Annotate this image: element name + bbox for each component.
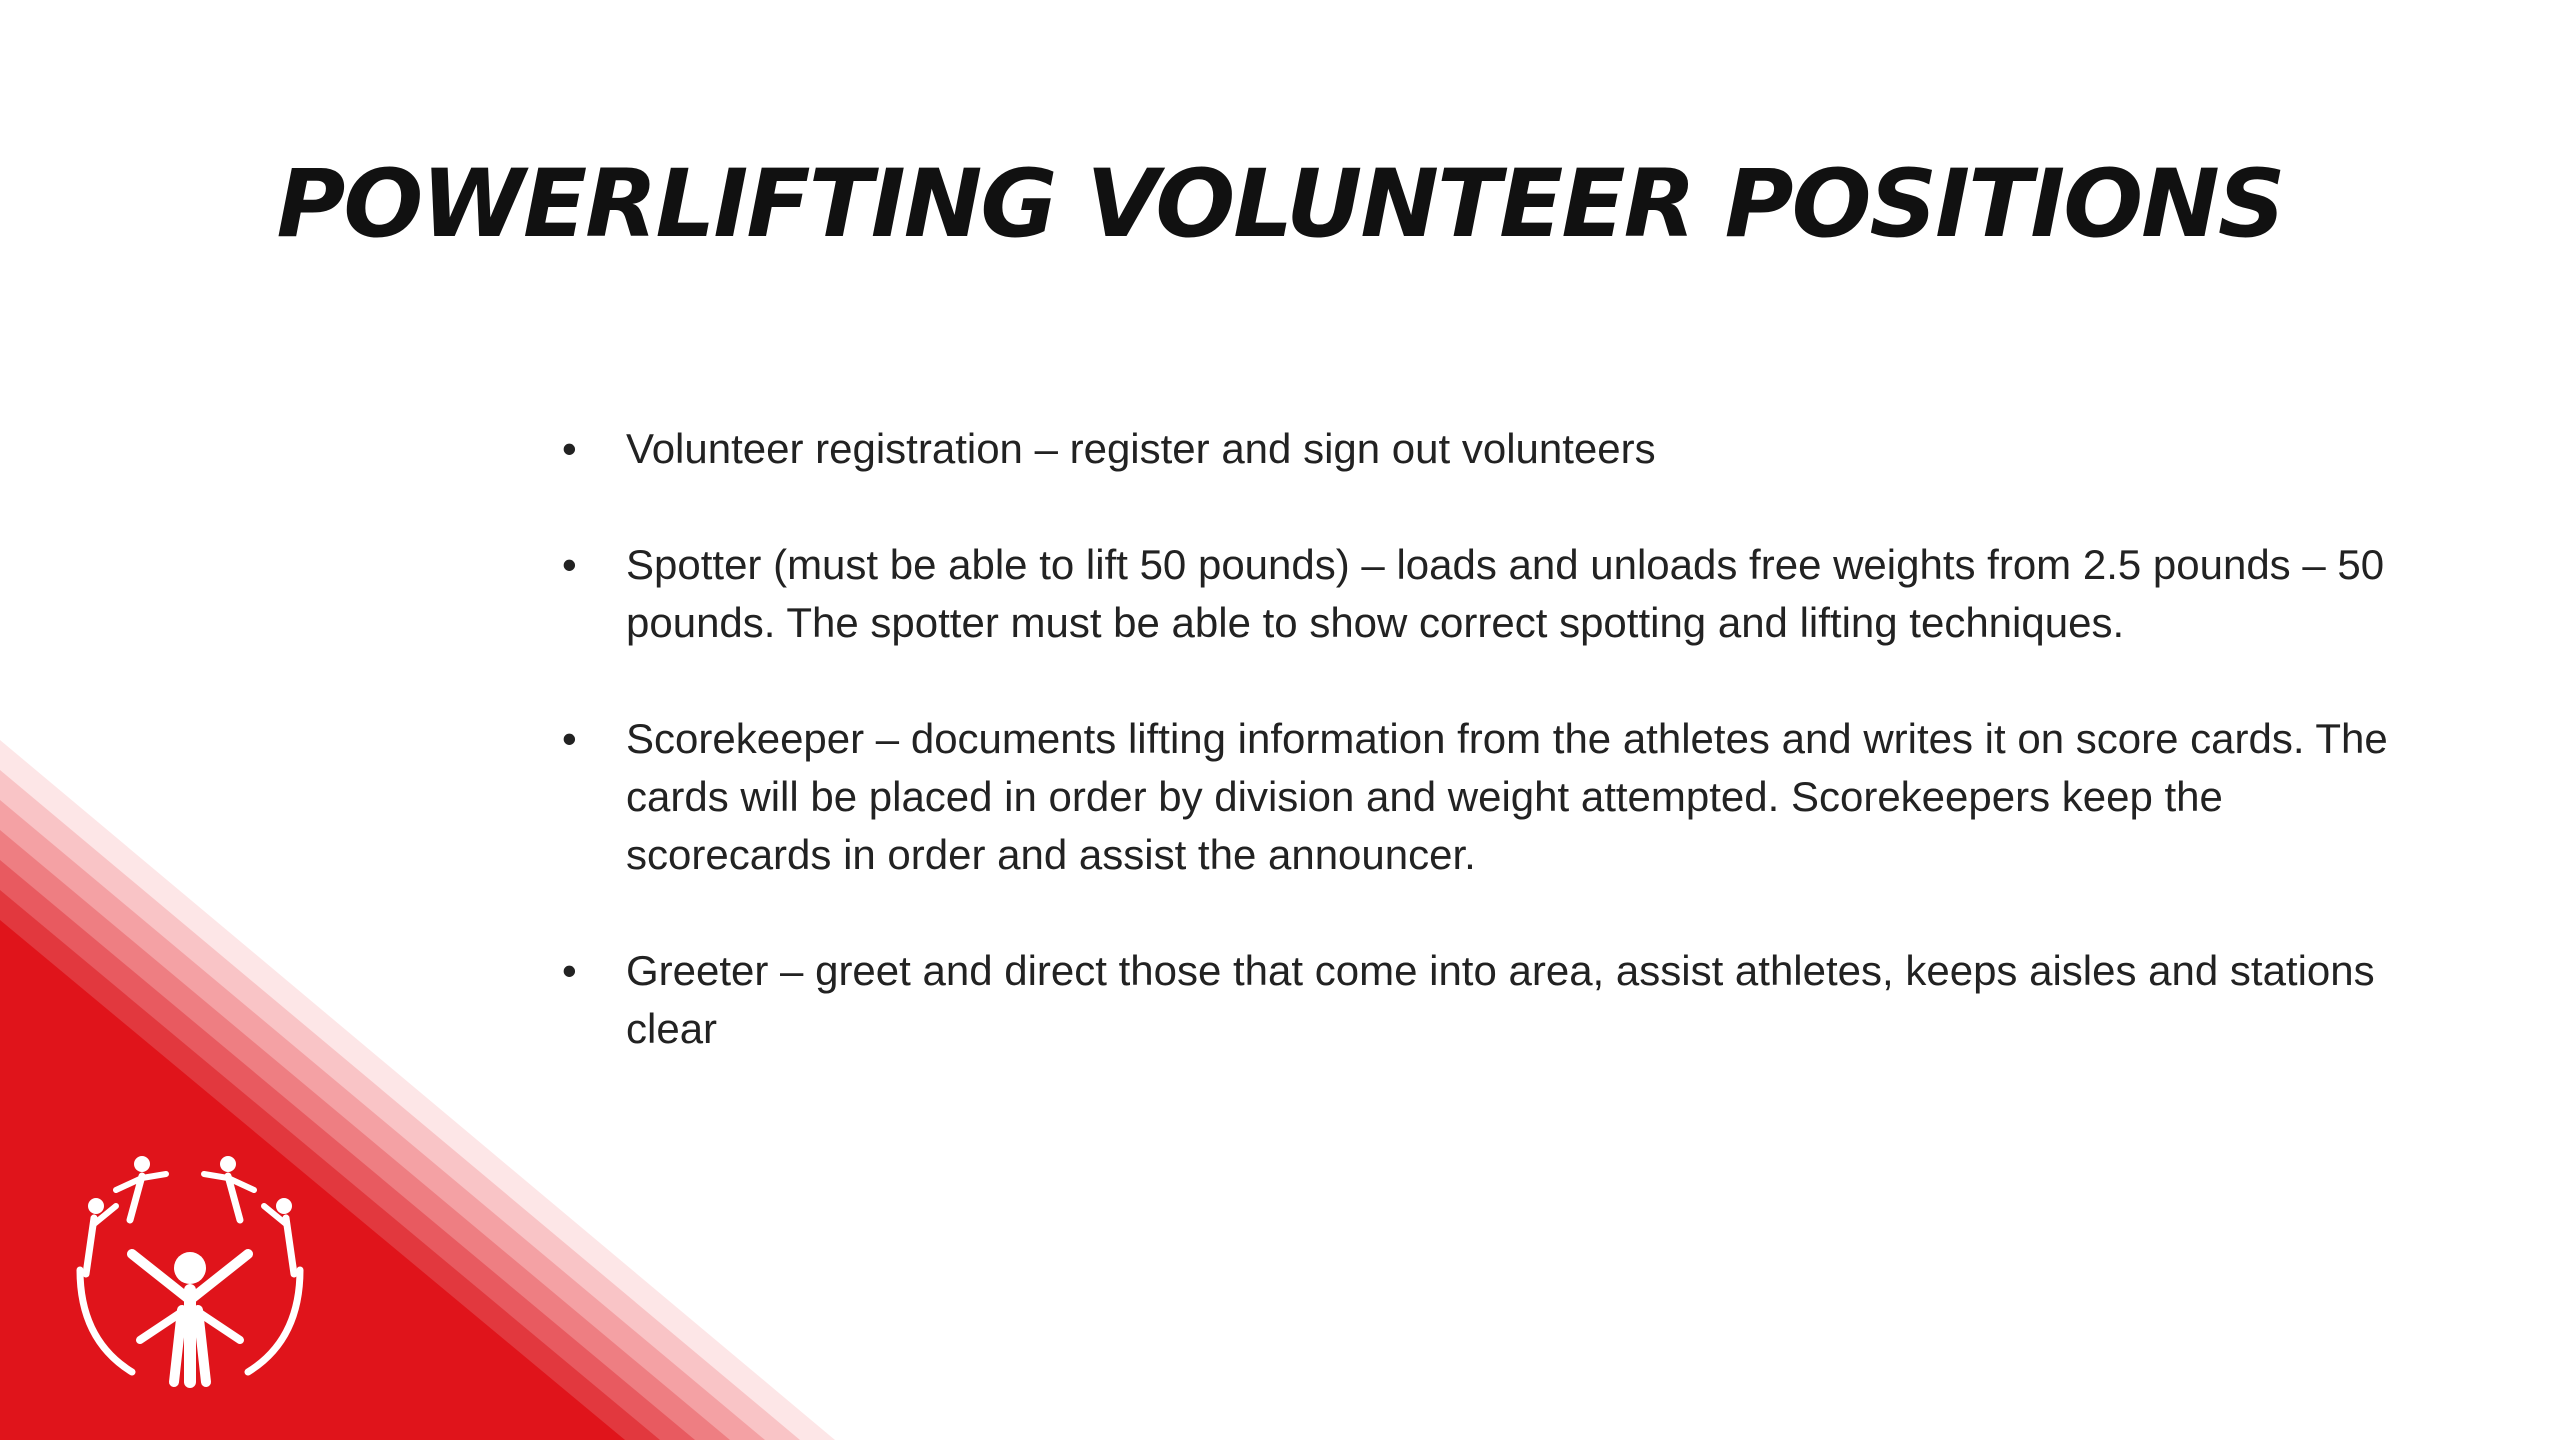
list-item — [560, 710, 2420, 884]
bullet-text: Scorekeeper – documents lifting information from the athletes and writes it on score cards. The cards will be placed in order by division and weight attempted. Scorekeepers keep the scorecards in order and assist the announcer. — [626, 715, 2388, 878]
list-item — [560, 420, 2420, 478]
special-olympics-logo-icon — [70, 1150, 310, 1400]
bullet-dot: • — [562, 947, 577, 994]
bullet-text: Greeter – greet and direct those that come into area, assist athletes, keeps aisles and stations clear — [626, 947, 2375, 1052]
bullet-text: Volunteer registration – register and sign out volunteers — [626, 425, 1656, 472]
bullet-dot: • — [562, 541, 577, 588]
list-item — [560, 536, 2420, 652]
bullet-dot: • — [562, 425, 577, 472]
bullet-text: Spotter (must be able to lift 50 pounds) – loads and unloads free weights from 2.5 pounds – 50 pounds. The spotter must be able to show correct spotting and lifting techniques. — [626, 541, 2385, 646]
slide-title: POWERLIFTING VOLUNTEER POSITIONS — [276, 150, 2284, 259]
bullet-dot: • — [562, 715, 577, 762]
bullet-list — [560, 420, 2420, 1116]
list-item — [560, 942, 2420, 1058]
